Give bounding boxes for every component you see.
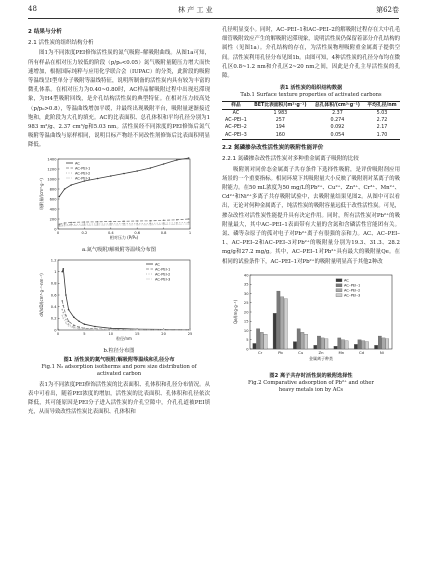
y-tick-label: 15	[243, 319, 249, 324]
data-point	[64, 188, 66, 190]
y-tick-label: 1000	[47, 176, 57, 181]
data-point	[84, 328, 86, 330]
figure-1b-caption: b.粒径分布图	[103, 347, 135, 354]
figure-1-caption-en: Fig.1 N₂ adsorption isotherms and pore size distribution of	[41, 363, 197, 370]
data-point	[70, 184, 72, 186]
data-point	[188, 223, 190, 225]
bar-cr-ac	[253, 343, 256, 349]
x-tick-label: 10	[108, 331, 114, 336]
legend-label: AC-PEI-3	[75, 175, 91, 180]
x-tick-label: 15	[134, 331, 140, 336]
x-tick-label: 20	[161, 331, 166, 336]
y-tick-label: 200	[49, 216, 57, 221]
bar-cu-ac-pei-1	[297, 329, 300, 349]
y-tick-label: 400	[49, 206, 57, 211]
data-point	[84, 323, 86, 325]
table-cell: 2.72	[376, 118, 388, 124]
y-tick-label: 1	[54, 269, 57, 274]
data-point	[150, 220, 152, 222]
table-cell: 0.092	[330, 125, 345, 131]
x-tick-label: Cu	[298, 349, 304, 355]
bar-cr-ac-pei-1	[256, 329, 259, 349]
bar-cu-ac-pei-3	[304, 334, 307, 349]
bar-zn-ac-pei-2	[321, 338, 324, 349]
table-1-caption-en: Tab.1 Surface texture properties of activated carbons	[240, 92, 382, 99]
table-cell: 5.03	[376, 110, 388, 116]
data-point	[176, 223, 178, 225]
legend-label: AC–PEI–3	[344, 293, 361, 298]
data-point	[94, 328, 96, 330]
table-row	[222, 110, 400, 118]
table-cell: 1.70	[376, 132, 388, 138]
data-point	[65, 322, 67, 324]
figure-2	[222, 271, 400, 394]
data-point	[136, 329, 138, 331]
legend-label: AC–PEI–2	[344, 288, 361, 293]
data-point	[70, 224, 72, 226]
data-point	[61, 308, 63, 310]
legend-swatch	[336, 289, 342, 292]
bar-zn-ac	[314, 345, 317, 349]
legend-label: AC-PEI-1	[155, 266, 171, 271]
table-1	[222, 101, 400, 140]
data-point	[150, 222, 152, 224]
subsection-title: 2.2.1 氮磷掺杂改性活性炭对多种重金属离子吸附的比较	[222, 156, 359, 163]
x-axis-label: 金属离子种类	[309, 355, 333, 361]
y-tick-label: 5	[246, 337, 249, 342]
legend-swatch	[336, 279, 342, 282]
data-point	[84, 224, 86, 226]
series-line-ac-pei-2	[62, 309, 190, 329]
y-axis-label: Qe/(mg·g⁻¹)	[233, 299, 238, 324]
figure-1	[28, 155, 210, 378]
bar-ni-ac	[374, 345, 377, 349]
figure-1-caption	[28, 357, 210, 378]
volume-label: 第62卷	[376, 6, 399, 14]
data-point	[97, 177, 99, 179]
table-cell: 2.17	[376, 125, 388, 131]
x-tick-label: 0	[56, 230, 60, 235]
table-header: 样品	[231, 102, 241, 108]
table-1-caption	[222, 85, 400, 99]
data-point	[123, 172, 125, 174]
data-point	[61, 300, 63, 302]
y-tick-label: 10	[243, 328, 249, 333]
legend-label: AC-PEI-1	[75, 165, 91, 170]
data-point	[150, 167, 152, 169]
data-point	[123, 224, 125, 226]
table-cell: 257	[275, 118, 285, 124]
figure-1a-caption: a.氮气吸附/解吸附等温线分布图	[82, 246, 156, 253]
journal-name: 林 产 工 业	[178, 6, 213, 14]
y-tick-label: 0.6	[50, 292, 57, 297]
y-tick-label: 0	[54, 226, 57, 231]
data-point	[163, 222, 165, 224]
bar-zn-ac-pei-3	[325, 339, 328, 349]
figure-1-caption-en-2: activated carbon	[96, 370, 142, 377]
data-point	[68, 320, 70, 322]
table-1-caption-cn: 表1 活性炭的组织结构数据	[279, 85, 343, 92]
right-column	[222, 26, 400, 396]
x-axis-label: 粒径/nm	[116, 335, 132, 341]
data-point	[123, 220, 125, 222]
data-point	[70, 221, 72, 223]
bar-zn-ac-pei-1	[317, 336, 320, 349]
paragraph: 表1为不同浓度PEI修饰活性炭的比表面积、孔体积和孔径分布情况。从表中可看出，随着PEI浓度的增加，活性炭的比表面积、孔体积和孔径依次降低，其可能原因是PEI分子进入活性炭的介孔空隙中，介孔孔道被PEI填充，从而导致改性活性炭比表面积、孔体积和	[28, 381, 210, 416]
section-title: 2.2 氮磷掺杂改性活性炭的吸附性能评价	[222, 145, 324, 152]
y-tick-label: 1.2	[50, 257, 57, 262]
y-tick-label: 600	[49, 196, 57, 201]
data-point	[65, 314, 67, 316]
data-point	[97, 224, 99, 226]
y-tick-label: 40	[243, 273, 249, 278]
bar-mn-ac-pei-2	[341, 340, 344, 349]
data-point	[62, 304, 64, 306]
y-tick-label: 1200	[47, 166, 57, 171]
data-point	[110, 329, 112, 331]
table-header-row	[222, 102, 400, 110]
figure-2-caption-en-2: heavy metals ion by ACs	[278, 386, 344, 393]
page-number: 48	[28, 5, 37, 13]
data-point	[73, 316, 75, 318]
data-point	[176, 222, 178, 224]
paragraph: 吸附剂对同价态金属离子共存条件下选择性吸附，是评价吸附剂应用场景的一个重要指标。相同环境下其吸附量大小反映了吸附剂对某离子的吸附能力。在50 mL浓度为50 mg/L的Pb²⁺、Cu²⁺、Zn²⁺、Cr³⁺、Mn²⁺、Cd²⁺和Ni²⁺多离子共存吸附试验中，去吸附量结果见图2。从图中可以看出，无论对何种金属离子，纯活性炭的吸附容量远低于改性活性炭。可见，掺杂改性对活性炭性能提升具有决定作用。同时，所有活性炭对Pb²⁺的吸附量最大，其中AC–PEI–1表面带有大量的含氮和含磷活性官能团有关。氮、磷等杂原子的孤对电子对Pb²⁺离子有很强的亲和力。AC、AC–PEI–1、AC–PEI–2和AC–PEI–3对Pb²⁺的吸附量分别为19.3、31.3、28.2 mg/g和27.2 mg/g。其中，AC–PEI–1对Pb²⁺具有最大的吸附量Qe。在相同的试验条件下，AC–PEI–1对Pb²⁺的吸附量明显高于其他2种改	[222, 166, 400, 265]
y-tick-label: 1400	[47, 156, 57, 161]
data-point	[59, 195, 61, 197]
bar-pb-ac-pei-1	[277, 291, 280, 349]
data-point	[163, 329, 165, 331]
bar-ni-ac-pei-2	[382, 338, 385, 349]
subsection-title: 2.1 活性炭的组织结构分析	[28, 40, 94, 47]
bar-mn-ac-pei-3	[345, 341, 348, 349]
y-axis-label: dV/dD/(cm³·g⁻¹·nm⁻¹)	[39, 272, 44, 317]
table-header: BET比表面积/(m²·g⁻¹)	[254, 102, 307, 108]
x-tick-label: Zn	[318, 349, 324, 355]
y-tick-label: 0	[246, 347, 249, 352]
section-title: 2 结果与分析	[28, 29, 62, 35]
series-line-ac-pei-1	[62, 300, 190, 329]
adsorption-isotherm-chart	[28, 155, 210, 247]
data-point	[68, 325, 70, 327]
data-point	[84, 221, 86, 223]
x-tick-label: 0	[56, 331, 60, 336]
data-point	[97, 221, 99, 223]
bar-pb-ac	[273, 313, 276, 349]
data-point	[78, 320, 80, 322]
bar-cu-ac-pei-2	[301, 332, 304, 349]
table-row	[222, 125, 400, 132]
data-point	[61, 314, 63, 316]
figure-1-caption-cn: 图1 活性炭的氮气吸附/解吸附等温线和孔径分布	[63, 356, 175, 363]
x-tick-label: 0.4	[107, 230, 114, 235]
table-header: 总孔体积/(cm³·g⁻¹)	[314, 102, 360, 108]
legend-label: AC	[344, 278, 349, 283]
y-tick-label: 800	[49, 186, 57, 191]
x-tick-label: Cd	[359, 349, 365, 355]
data-point	[68, 308, 70, 310]
table-cell: AC	[232, 110, 240, 116]
legend-label: AC–PEI–1	[344, 283, 361, 288]
x-tick-label: Cr	[258, 349, 263, 355]
bar-cr-ac-pei-2	[260, 332, 263, 349]
data-point	[73, 327, 75, 329]
x-tick-label: 0.2	[81, 230, 88, 235]
legend-swatch	[336, 294, 342, 297]
data-point	[62, 317, 64, 319]
figure-2-caption-cn: 图2 离子共存时活性炭的吸附选择性	[269, 372, 353, 379]
x-tick-label: 5	[83, 331, 86, 336]
data-point	[188, 221, 190, 223]
data-point	[68, 323, 70, 325]
y-tick-label: 25	[243, 300, 249, 305]
table-cell: AC–PEI–1	[225, 118, 247, 124]
y-tick-label: 0	[54, 327, 57, 332]
data-point	[110, 175, 112, 177]
bar-mn-ac	[334, 346, 337, 349]
x-tick-label: 1	[188, 230, 192, 235]
data-point	[150, 224, 152, 226]
table-cell: 160	[275, 132, 285, 138]
data-point	[94, 325, 96, 327]
table-cell: 1 983	[273, 110, 288, 116]
bar-cr-ac-pei-3	[264, 334, 267, 349]
table-header: 平均孔径/nm	[367, 102, 397, 108]
adsorption-bar-chart	[222, 271, 400, 371]
data-point	[163, 163, 165, 165]
bar-cd-ac-pei-2	[362, 341, 365, 349]
bar-cd-ac-pei-3	[365, 341, 368, 348]
left-column	[28, 26, 210, 417]
data-point	[59, 225, 61, 227]
legend-label: AC	[75, 160, 80, 165]
y-tick-label: 0.2	[50, 316, 57, 321]
data-point	[163, 219, 165, 221]
x-tick-label: Mn	[338, 349, 345, 355]
paragraph: 孔径明显变小。同时，AC–PEI–1和AC–PEI–2的解吸附过程存在大中孔毛细管吸附效应产生的解吸附迟滞现象，说明活性炭仍保留着部分介孔结构的属性（见图1a）。介孔结构的存在，为活性炭物理吸附重金属离子提供空间。活性炭利用孔径分布见图1b。由图可知，4种活性炭的孔径分布均在微孔区0.8~1.2 nm和介孔区2~20 nm之间，因此是介孔主导活性炭的孔隙。	[222, 27, 400, 80]
bar-pb-ac-pei-2	[280, 297, 283, 349]
table-cell: 0.054	[330, 132, 345, 138]
x-tick-label: Pb	[278, 349, 283, 355]
figure-2-caption-en: Fig.2 Comparative adsorption of Pb²⁺ and other	[248, 379, 374, 386]
data-point	[61, 271, 63, 273]
bar-cd-ac-pei-1	[358, 340, 361, 349]
table-row	[222, 132, 400, 140]
data-point	[110, 224, 112, 226]
paragraph: 图1为不同浓度PEI修饰活性炭的氮气吸附–解吸附曲线。从图1a可知，所有样品在相对压力较低的阶段（p/p₀<0.05）氮气吸附量随压力增大而快速增加，根据国际纯粹与应用化学联合会（IUPAC）的分类，此阶段的吸附等温线呈Ⅰ型单分子吸附等温线特征，说明所制备的活性炭内具有较为丰富的微孔体系。在相对压力为0.40~0.80时，AC样品解吸附过程中出现迟滞现象，为H4型吸附回线，是介孔结构活性炭的典型特征。在相对压力较高处（p/p₀>0.8），等温曲线增加平缓，并最终出现吸附平台，吸附量逐渐接近饱和，此阶段为大孔的填充。AC的比表面积、总孔体积和平均孔径分别为1 983 m²/g、2.37 cm³/g和5.03 nm。活性炭经不同浓度的PEI修饰后氮气吸附等温曲线与原样相同，说明目标产物经不同改性剂修饰后比表面积明显降低。	[28, 50, 210, 149]
bar-cd-ac	[354, 344, 357, 349]
table-cell: 0.274	[330, 118, 345, 124]
y-tick-label: 20	[243, 310, 249, 315]
data-point	[73, 324, 75, 326]
data-point	[78, 328, 80, 330]
x-tick-label: Ni	[379, 349, 384, 355]
table-cell: AC–PEI–2	[225, 125, 247, 131]
data-point	[176, 219, 178, 221]
data-point	[136, 170, 138, 172]
data-point	[65, 294, 67, 296]
data-point	[163, 223, 165, 225]
legend-label: AC	[155, 261, 160, 266]
series-line-ac	[62, 268, 190, 329]
legend-swatch	[336, 284, 342, 287]
data-point	[136, 224, 138, 226]
data-point	[188, 218, 190, 220]
data-point	[176, 159, 178, 161]
x-tick-label: 0.8	[160, 230, 167, 235]
legend-label: AC-PEI-3	[155, 276, 171, 281]
data-point	[62, 268, 64, 270]
data-point	[188, 157, 190, 159]
data-point	[189, 329, 191, 331]
y-tick-label: 30	[243, 291, 249, 296]
data-point	[64, 222, 66, 224]
legend-label: AC-PEI-2	[75, 170, 91, 175]
page-header	[28, 0, 399, 20]
table-cell: 194	[275, 125, 285, 131]
bar-ni-ac-pei-3	[386, 339, 389, 349]
y-tick-label: 35	[243, 282, 249, 287]
x-axis-label: 相对压力 (P/P₀)	[109, 234, 139, 240]
table-cell: 2.37	[332, 110, 343, 116]
data-point	[64, 225, 66, 227]
bar-ni-ac-pei-1	[378, 336, 381, 349]
header-rule	[28, 18, 399, 19]
pore-size-chart	[28, 256, 210, 348]
data-point	[110, 220, 112, 222]
y-tick-label: 0.8	[50, 281, 57, 286]
bar-mn-ac-pei-1	[338, 338, 341, 349]
legend-label: AC-PEI-2	[155, 271, 171, 276]
bar-pb-ac-pei-3	[284, 299, 287, 349]
x-tick-label: 0.6	[134, 230, 141, 235]
y-tick-label: 0.4	[50, 304, 57, 309]
table-row	[222, 118, 400, 125]
x-tick-label: 25	[187, 331, 193, 336]
data-point	[84, 180, 86, 182]
y-axis-label: 吸附量/(cm³·g⁻¹)	[39, 177, 44, 210]
data-point	[65, 318, 67, 320]
data-point	[62, 311, 64, 313]
bar-cu-ac	[293, 341, 296, 348]
table-cell: AC–PEI–3	[225, 132, 247, 138]
figure-2-caption	[222, 373, 400, 394]
data-point	[136, 220, 138, 222]
